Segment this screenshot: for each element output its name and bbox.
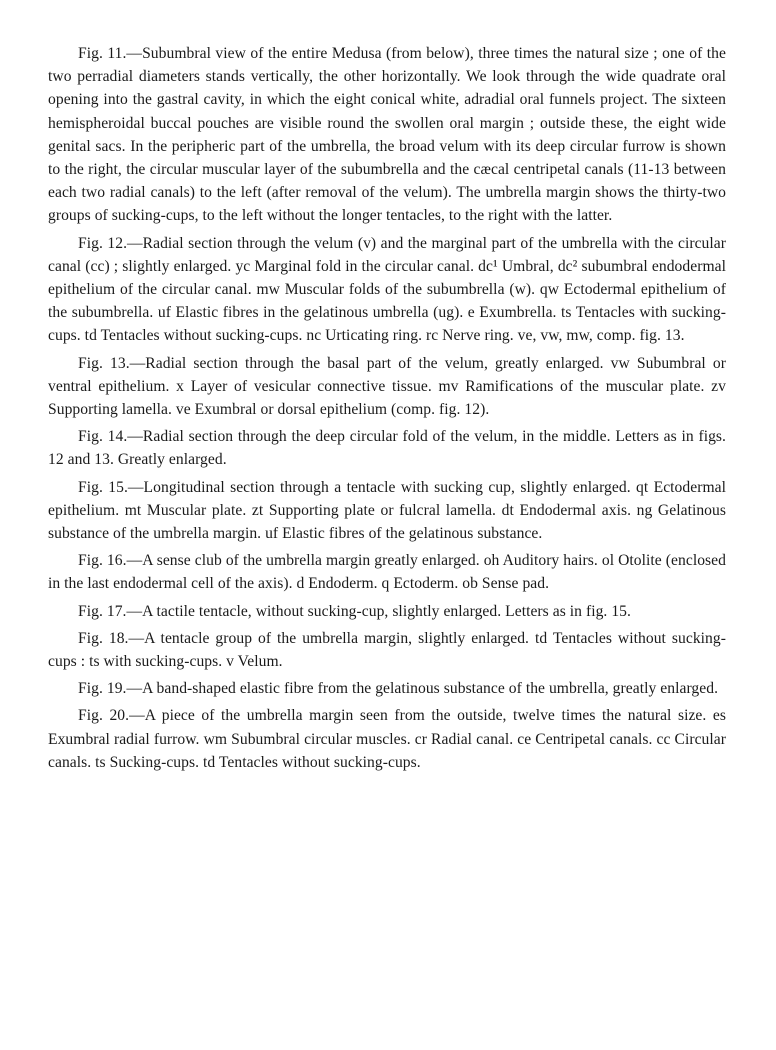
fig-13-caption: Fig. 13.—Radial section through the basal part of the velum, greatly enlarged. vw Subumbral or ventral epithelium. x Layer of vesicular connective tissue. mv Ramifications of the muscular plate. zv Supporting lamella. ve Exumbral or dorsal epithelium (comp. fig. 12). <box>48 354 726 419</box>
fig-14-caption: Fig. 14.—Radial section through the deep circular fold of the velum, in the middle. Letters as in figs. 12 and 13. Greatly enlarged. <box>48 428 726 469</box>
fig-11-caption: Fig. 11.—Subumbral view of the entire Medusa (from below), three times the natural size ; one of the two perradial diameters stands vertically, the other horizontally. We look through the wide quadrate oral opening into the gastral cavity, in which the eight conical white, adradial oral funnels project. The sixteen hemispheroidal buccal pouches are visible round the swollen oral margin ; outside these, the eight wide genital sacs. In the peripheric part of the umbrella, the broad velum with its deep circular furrow is shown to the right, the circular muscular layer of the subumbrella and the cæcal centripetal canals (11-13 between each two radial canals) to the left (after removal of the velum). The umbrella margin shows the thirty-two groups of sucking-cups, to the left without the longer tentacles, to the right with the latter. <box>48 45 726 225</box>
fig-17-caption: Fig. 17.—A tactile tentacle, without sucking-cup, slightly enlarged. Letters as in fig. 15. <box>78 602 631 620</box>
fig-16-caption: Fig. 16.—A sense club of the umbrella margin greatly enlarged. oh Auditory hairs. ol Otolite (enclosed in the last endodermal cell of the axis). d Endoderm. q Ectoderm. ob Sense pad. <box>48 552 726 593</box>
fig-20-caption: Fig. 20.—A piece of the umbrella margin seen from the outside, twelve times the natural size. es Exumbral radial furrow. wm Subumbral circular muscles. cr Radial canal. ce Centripetal canals. cc Circular canals. ts Sucking-cups. td Tentacles without sucking-cups. <box>48 707 726 771</box>
fig-15-caption: Fig. 15.—Longitudinal section through a tentacle with sucking cup, slightly enlarged. qt Ectodermal epithelium. mt Muscular plate. zt Supporting plate or fulcral lamella. dt Endodermal axis. ng Gelatinous substance of the umbrella margin. uf Elastic fibres of the gelatinous substance. <box>48 478 726 543</box>
fig-12-caption: Fig. 12.—Radial section through the velum (v) and the marginal part of the umbrella with the circular canal (cc) ; slightly enlarged. yc Marginal fold in the circular canal. dc¹ Umbral, dc² subumbral endodermal epithelium of the circular canal. mw Muscular folds of the subumbrella (w). qw Ectodermal epithelium of the subumbrella. uf Elastic fibres in the gelatinous umbrella (ug). e Exumbrella. ts Tentacles with sucking-cups. td Tentacles without sucking-cups. nc Urticating ring. rc Nerve ring. ve, vw, mw, comp. fig. 13. <box>48 234 726 345</box>
fig-19-caption: Fig. 19.—A band-shaped elastic fibre from the gelatinous substance of the umbrella, greatly enlarged. <box>78 680 719 698</box>
fig-18-caption: Fig. 18.—A tentacle group of the umbrella margin, slightly enlarged. td Tentacles without sucking-cups : ts with sucking-cups. v Velum. <box>48 629 726 671</box>
